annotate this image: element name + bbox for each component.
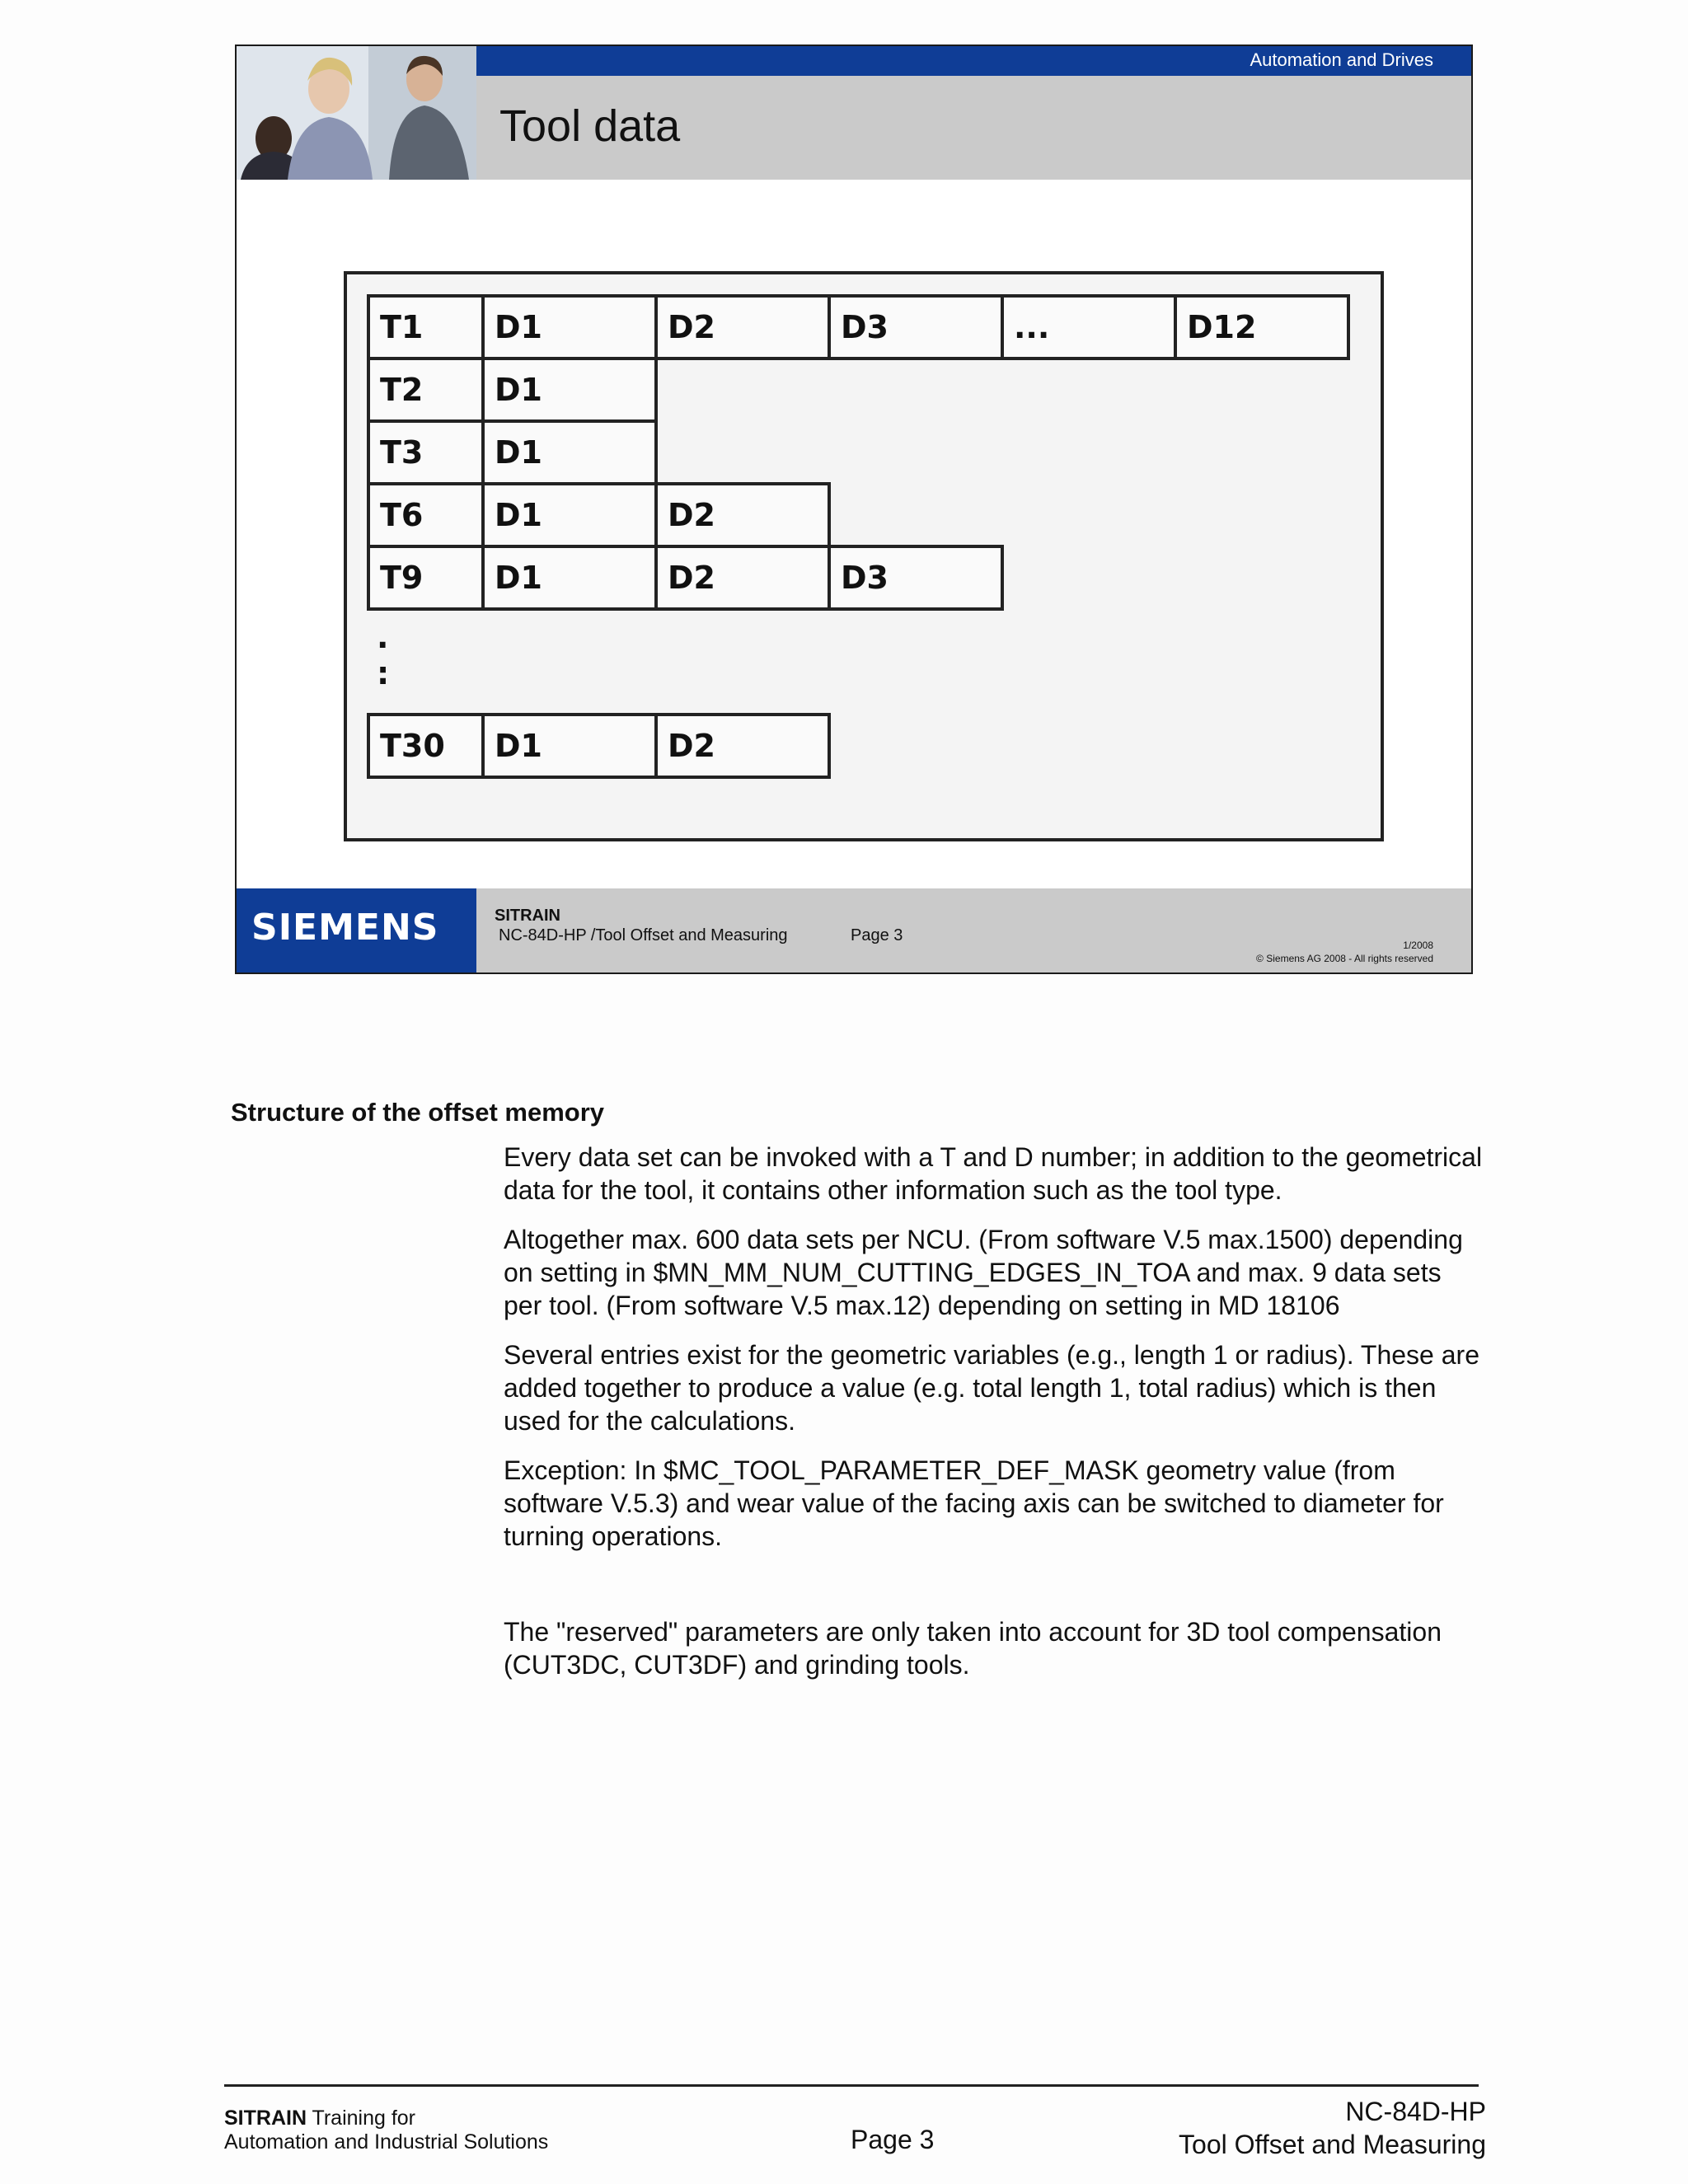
edge-cell: D3: [828, 294, 1004, 360]
footer-divider: [224, 2084, 1479, 2087]
header-photo: [237, 46, 476, 180]
edge-cell: D1: [481, 545, 658, 611]
edge-cell: ...: [1001, 294, 1177, 360]
logo-text: SIEMENS: [251, 907, 439, 949]
edge-cell: D2: [654, 294, 831, 360]
tool-cell: T9: [367, 545, 485, 611]
notes-heading: Structure of the offset memory: [231, 1098, 605, 1127]
footer-date: 1/2008: [1403, 940, 1433, 951]
title-bar: [476, 76, 1471, 180]
footer-copyright: © Siemens AG 2008 - All rights reserved: [1256, 953, 1433, 964]
edge-cell: D3: [828, 545, 1004, 611]
footer-sitrain: SITRAIN: [495, 907, 560, 925]
edge-cell: D2: [654, 713, 831, 779]
slide: [235, 45, 1473, 974]
tool-cell: T6: [367, 482, 485, 548]
slide-title: Tool data: [499, 101, 681, 151]
ellipsis-colon: :: [377, 655, 390, 691]
tool-cell: T3: [367, 419, 485, 485]
edge-cell: D2: [654, 482, 831, 548]
tool-cell: T30: [367, 713, 485, 779]
edge-cell: D1: [481, 713, 658, 779]
siemens-logo: [237, 888, 476, 972]
notes-paragraph: Exception: In $MC_TOOL_PARAMETER_DEF_MASK geometry value (from software V.5.3) and wear value of the facing axis can be switched to diameter for turning operations.: [504, 1455, 1444, 1551]
page-number: Page 3: [851, 2125, 935, 2154]
footer-org-rest: Training for: [307, 2107, 416, 2130]
tool-cell: T1: [367, 294, 485, 360]
slide-footer: [237, 888, 1471, 972]
footer-page: Page 3: [851, 926, 903, 944]
ellipsis-dot: .: [377, 619, 389, 655]
notes-body: [504, 1141, 1484, 1698]
edge-cell: D1: [481, 294, 658, 360]
notes-paragraph: Several entries exist for the geometric variables (e.g., length 1 or radius). These are added together to produce a value (e.g. total length 1, total radius) which is then used for the calculations.: [504, 1340, 1479, 1436]
footer-org-line2: Automation and Industrial Solutions: [224, 2130, 549, 2154]
footer-course: NC-84D-HP /Tool Offset and Measuring: [499, 926, 788, 944]
footer-org-bold: SITRAIN: [224, 2107, 307, 2130]
notes-paragraph: Every data set can be invoked with a T and D number; in addition to the geometrical data for the tool, it contains other information such as the tool type.: [504, 1142, 1483, 1205]
tool-cell: T2: [367, 357, 485, 423]
notes-paragraph: Altogether max. 600 data sets per NCU. (From software V.5 max.1500) depending on setting in $MN_MM_NUM_CUTTING_EDGES_IN_TOA and max. 9 data sets per tool. (From software V.5 max.12) depending on setting in MD 18106: [504, 1225, 1463, 1320]
edge-cell: D12: [1174, 294, 1350, 360]
notes-paragraph: The "reserved" parameters are only taken into account for 3D tool compensation (CUT3DC, CUT3DF) and grinding tools.: [504, 1617, 1442, 1680]
footer-course-title: Tool Offset and Measuring: [1179, 2130, 1486, 2159]
edge-cell: D1: [481, 357, 658, 423]
footer-org-line1: [224, 2107, 415, 2130]
edge-cell: D1: [481, 482, 658, 548]
edge-cell: D1: [481, 419, 658, 485]
tool-data-diagram: [344, 271, 1384, 841]
header-tag: Automation and Drives: [1250, 49, 1433, 70]
edge-cell: D2: [654, 545, 831, 611]
footer-course-code: NC-84D-HP: [1345, 2097, 1486, 2126]
top-bar: [476, 46, 1471, 76]
